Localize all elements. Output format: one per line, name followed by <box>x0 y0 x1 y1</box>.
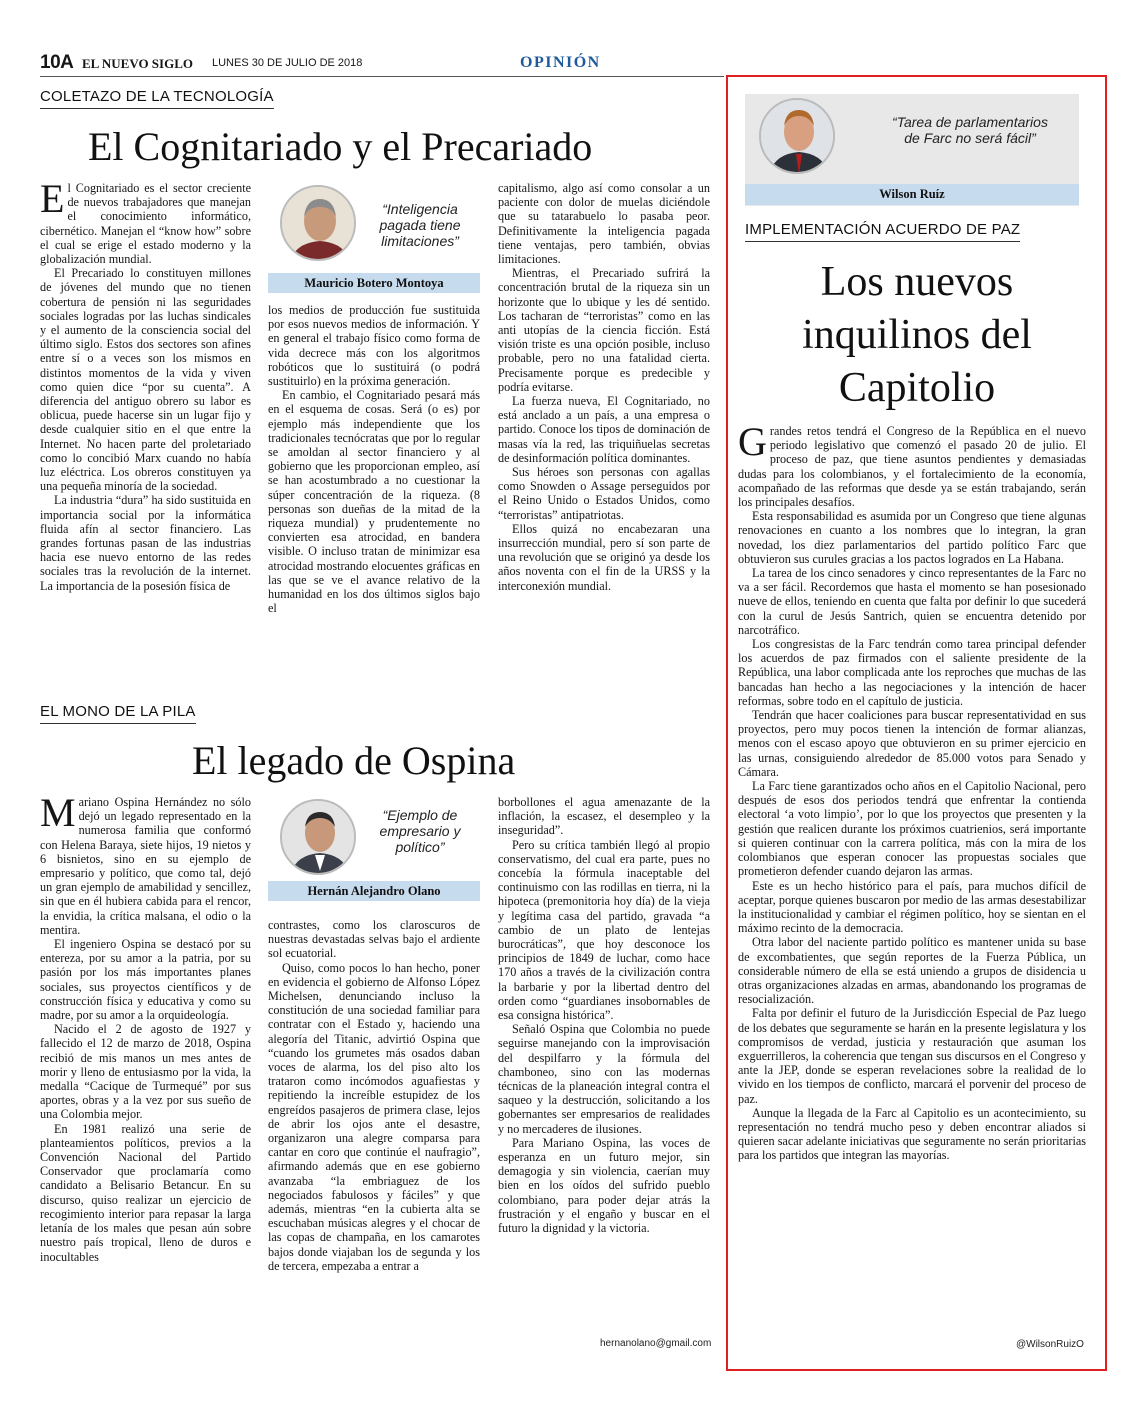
article2-author-box <box>268 795 480 911</box>
section-name: OPINIÓN <box>520 54 601 71</box>
article3-paragraph: Otra labor del naciente partido político es mantener unida su base de excombatientes, que según reportes de la Fuerza Pública, un considerable número de ella se está uniendo a grupos de disidencia u otras organizaciones alzadas en armas, abandonando los programas de resocialización. <box>738 935 1086 1007</box>
article1-paragraph: Ellos quizá no encabezaran una insurrección mundial, pero sí son parte de una revolución que se originó ya desde los años noventa con el fin de la URSS y la interconexión mundial. <box>498 521 710 593</box>
article2-paragraph: Nacido el 2 de agosto de 1927 y fallecido el 12 de marzo de 2018, Ospina recibió de mis manos un mes antes de morir y lleno de entusiasmo por la vida, la medalla “Cacique de Turmequé” por sus aportes, obras y a la vez por sus sueño de una Colombia mejor. <box>40 1022 251 1122</box>
article3-headline <box>745 256 1089 415</box>
article1-column-3 <box>498 181 710 693</box>
article2-paragraph: Para Mariano Ospina, las voces de esperanza en un futuro mejor, sin demagogia y sin violencia, caerían muy bien en los oídos del sufrido pueblo colombiano, para poder dejar atrás la frustración y el engaño y buscar en el futuro la dignidad y la victoria. <box>498 1135 710 1236</box>
article1-kicker: COLETAZO DE LA TECNOLOGÍA <box>40 88 274 109</box>
paper-name: EL NUEVO SIGLO <box>82 56 193 71</box>
article1-paragraph: Mientras, el Precariado sufrirá la concentración brutal de la riqueza sin un horizonte que lo ubique y les dé sentido. Los tacharan de “terroristas” como en las anti utopías de la ciencia ficción. Está visión triste es una opción posible, incluso probable, pero no una fatalidad cierta. Precisamente porque es predecible y podría evitarse. <box>498 266 710 394</box>
article1-paragraph: En cambio, el Cognitariado pesará más en el esquema de cosas. Será (o es) por ejemplo más independiente que los tradicionales tecnócratas que por lo regular se amoldan al sector financiero y al gobierno que les proporcionan empleo, así se han acostumbrado a no cuestionar la súper concentración de la riqueza. (8 personas son dueñas de la mitad de la riqueza mundial) y prudentemente no convierten esa atrocidad, en bandera visible. O incluso tratan de minimizar esa atrocidad mostrando elocuentes gráficas en las que se ve el avance relativo de la humanidad en los dos últimos siglos bajo el <box>268 388 480 616</box>
article2-column-2 <box>268 918 480 1366</box>
article1-paragraph: La industria “dura” ha sido sustituida en importancia social por la informática fluida afín al sector financiero. Las grandes fortunas pasan de las industrias hacia ese nuevo entorno de las redes sociales tras la revolución de la internet. La importancia de la posesión física de <box>40 493 251 593</box>
article3-paragraph: Falta por definir el futuro de la Jurisdicción Especial de Paz luego de los debates que seguramente se harán en la presente legislatura y los compromisos de verdad, justicia y restauración que asuman los exguerrilleros, la coherencia que tengan sus discursos en el Congreso y ante la JEP, donde se esperan revelaciones sobre la realidad de lo vivido en los tiempos de conflicto, marcará el porvenir del proceso de paz. <box>738 1006 1086 1106</box>
article2-kicker: EL MONO DE LA PILA <box>40 703 196 724</box>
author-portrait-icon <box>282 187 356 261</box>
article1-paragraph: La fuerza nueva, El Cognitariado, no está anclado a un país, a una empresa o partido. Conoce los tipos de dominación de masas vía la red, las triquiñuelas secretas de desinformación política dominantes. <box>498 394 710 465</box>
drop-cap: E <box>40 181 65 221</box>
drop-cap: G <box>738 424 767 464</box>
article1-author-box <box>268 181 480 297</box>
author-photo <box>280 185 356 261</box>
author-photo <box>280 799 356 875</box>
article2-paragraph: Señaló Ospina que Colombia no puede seguirse manejando con la improvisación del despilfarro y la fórmula del chamboneo, sino con las modernas técnicas de la planeación integral contra el saqueo y la destrucción, solicitando a los gobernantes ser empresarios de realidades y no mercaderes de ilusiones. <box>498 1022 710 1136</box>
article1-paragraph: los medios de producción fue sustituida por esos nuevos medios de información. Y en general el trabajo físico como forma de vida decrece más con los algoritmos robóticos que lo sustituirá (o podrá sustituirlo) en la próxima generación. <box>268 303 480 389</box>
author-photo <box>759 98 835 174</box>
article1-paragraph: El Precariado lo constituyen millones de jóvenes del mundo que no tienen cobertura de pensión ni las seguridades sociales logradas por las luchas sindicales y el aumento de la consciencia social del último siglo. Estos dos sectores son afines entre sí o a veces son los mismos en distintos momentos de la vida y viven como quien dice “por su cuenta”. A diferencia del antiguo obrero su labor es oblicua, puede hacerse sin un lugar fijo y desde cualquier sitio en el que entre la Internet. No hacen parte del proletariado como lo concibió Marx cuando no había luz eléctrica. Los obreros constituyen ya una pequeña minoría de la sociedad. <box>40 266 251 494</box>
article3-paragraph: Esta responsabilidad es asumida por un Congreso que tiene algunas renovaciones en cuanto a los nombres que lo integran, la gran novedad, los diez parlamentarios del partido político Farc que obtuvieron sus curules gracias a los pactos logrados en La Habana. <box>738 509 1086 566</box>
headline-line: Los nuevos <box>820 259 1014 305</box>
article3-paragraph: La tarea de los cinco senadores y cinco representantes de la Farc no va a ser fácil. Recordemos que hasta el momento se han posesionado nueve de ellos, teniendo en cuenta que falta por definir lo que sucederá con la curul de Jesús Santrich, quien se encuentra detenido por narcotráfico. <box>738 566 1086 637</box>
masthead-rule <box>40 76 724 77</box>
article2-paragraph: Pero su crítica también llegó al propio conservatismo, del cual era parte, pues no concebía la fórmula inaceptable del continuismo con las rodillas en tierra, ni la hipoteca (premonitoria hoy día) de la vieja y legítima casa del partido, gravada “a cambio de un plato de lentejas burocráticas”, que hoy desconoce los principios de 1849 de luchar, como hace 170 años a través de la civilización contra la barbarie y por la libertad dentro del orden como “guardianes insobornables de esa consigna histórica”. <box>498 837 710 1023</box>
article3-paragraph: Este es un hecho histórico para el país, para muchos difícil de aceptar, porque quienes buscaron por medio de las armas desestabilizar la institucionalidad y cambiar el régimen político, hoy se sientan en el máximo recinto de la democracia. <box>738 878 1086 936</box>
page-number: 10A <box>40 52 74 73</box>
article1-paragraph: El Cognitariado es el sector creciente de nuevos trabajadores que manejan el conocimiento informático, cibernético. Manejan el “know how” sobre el cual se erige el estado moderno y la globalización mundial. <box>40 181 251 267</box>
author-handle: @WilsonRuizO <box>1016 1339 1084 1350</box>
article2-paragraph: El ingeniero Ospina se destacó por su entereza, por su amor a la patria, por su pasión por los más importantes planes sociales, sus proyectos científicos y de construcción física y educativa y como su madre, por su amor a la orquideología. <box>40 937 251 1023</box>
article2-paragraph: Mariano Ospina Hernández no sólo dejó un legado representado en la numerosa familia que conformó con Helena Baraya, siete hijos, 19 nietos y 6 bisnietos, sino en su ejemplo de empresario y político, que como tal, dejó un gran ejemplo de amabilidad y sencillez, sin que en él hubiera cabida para el rencor, la envidia, la crítica malsana, el odio o la mentira. <box>40 795 251 937</box>
article3-author-box <box>745 94 1079 206</box>
article2-paragraph: En 1981 realizó una serie de planteamientos políticos, previos a la Convención Nacional del Partido Conservador que proclamaría como candidato a Belisario Betancur. En su discurso, quiso realizar un ejercicio de recogimiento interior para repasar la larga letanía de los males que pesan aún sobre nuestro país tropical, lleno de duros e inocultables <box>40 1121 251 1264</box>
article1-paragraph: capitalismo, algo así como consolar a un paciente con dolor de muelas diciéndole que su tatarabuelo lo pasaba peor. Definitivamente la inteligencia pagada tiene ventajas, pero también, obvias limitaciones. <box>498 181 710 267</box>
article2-headline: El legado de Ospina <box>192 738 516 783</box>
article3-paragraph: Tendrán que hacer coaliciones para buscar representatividad en sus proyectos, pero muy pocos tienen la intención de formar alianzas, menos con el escaso apoyo que obtuvieron en su primer ejercicio en las urnas, consiguiendo alrededor de 85.000 votos para Senado y Cámara. <box>738 708 1086 779</box>
author-email: hernanolano@gmail.com <box>600 1338 712 1349</box>
author-name: Hernán Alejandro Olano <box>268 881 480 901</box>
article3-paragraph: La Farc tiene garantizados ocho años en el Capitolio Nacional, pero después de esos dos periodos tendrá que enfrentar la contienda electoral ‘a voto limpio’, por lo que los proyectos que presenten y la gestión que realicen durante los próximos cuatrienios, será importante si quieren continuar con la carrera política, más con la mira de los colombianos que esperan conocer las propuestas sociales que prometieron defender cuando dejaron las armas. <box>738 779 1086 879</box>
article3-body <box>738 424 1086 1336</box>
author-name: Mauricio Botero Montoya <box>268 273 480 293</box>
article1-headline: El Cognitariado y el Precariado <box>88 124 593 169</box>
article2-paragraph: borbollones el agua amenazante de la inflación, la escasez, el desempleo y la inseguridad”. <box>498 795 710 838</box>
author-portrait-icon <box>761 100 835 174</box>
article1-column-1 <box>40 181 251 693</box>
article3-paragraph: Los congresistas de la Farc tendrán como tarea principal defender los acuerdos de paz firmados con el saliente presidente de la República, una labor complicada ante los reproches que muchas de las bancadas han hecho a las negociaciones y la intención de hacer reformas, sobre todo en el capítulo de justicia. <box>738 637 1086 708</box>
author-quote: “Ejemplo de empresario y político” <box>379 807 461 855</box>
article3-kicker: IMPLEMENTACIÓN ACUERDO DE PAZ <box>745 221 1020 242</box>
author-quote: “Inteligencia pagada tiene limitaciones” <box>379 201 461 249</box>
article3-paragraph: Aunque la llegada de la Farc al Capitolio es un acontecimiento, su representación no tendrá mucho peso y deben encontrar aliados si quieren sacar adelante iniciativas que seguramente no serán prioritarias para los partidos que integran las mayorías. <box>738 1105 1086 1163</box>
issue-date: LUNES 30 DE JULIO DE 2018 <box>212 57 363 69</box>
article3-paragraph: Grandes retos tendrá el Congreso de la República en el nuevo periodo legislativo que comenzó el pasado 20 de julio. El proceso de paz, que tiene asuntos pendientes y demasiadas dudas para los colombianos, y el fortalecimiento de la economía, acompañado de las reformas que desde ya se están trabajando, serán los principales desafíos. <box>738 424 1086 510</box>
drop-cap: M <box>40 795 76 835</box>
article2-paragraph: contrastes, como los claroscuros de nuestras devastadas selvas bajo el ardiente sol ecuatorial. <box>268 918 480 961</box>
article2-paragraph: Quiso, como pocos lo han hecho, poner en evidencia el gobierno de Alfonso López Michelsen, denunciando incluso la constitución de una sociedad familiar para contratar con el Estado y, haciendo una alegoría del Titanic, advirtió Ospina que “cuando los grumetes más osados daban voces de alarma, los del piso alto los trataron como incómodos aguafiestas y repitiendo la increíble estupidez de los engreídos pasajeros de primera clase, lejos de abrir los ojos ante el desastre, organizaron una alegre comparsa para cantar en coro que continúe el naufragio”, afirmando además que en ese gobierno avanzaba “la embriaguez de los negociados fabulosos y fáciles” y que además, mientras “en la cubierta alta se escuchaban músicas alegres y el chocar de las copas de champaña, en los camarotes bajos donde viajaban los de segunda y los de tercera, empezaba a entrar a <box>268 960 480 1273</box>
headline-line: Capitolio <box>838 365 996 411</box>
author-name: Wilson Ruíz <box>745 184 1079 205</box>
article2-column-3 <box>498 795 710 1335</box>
article2-column-1 <box>40 795 251 1367</box>
article1-column-2 <box>268 303 480 693</box>
author-quote: “Tarea de parlamentarios de Farc no será fácil” <box>892 114 1048 146</box>
author-portrait-icon <box>282 801 356 875</box>
headline-line: inquilinos del <box>802 312 1032 358</box>
article1-paragraph: Sus héroes son personas con agallas como Snowden o Assage perseguidos por el Reino Unido o Estados Unidos, como “terroristas” antipatriotas. <box>498 465 710 522</box>
